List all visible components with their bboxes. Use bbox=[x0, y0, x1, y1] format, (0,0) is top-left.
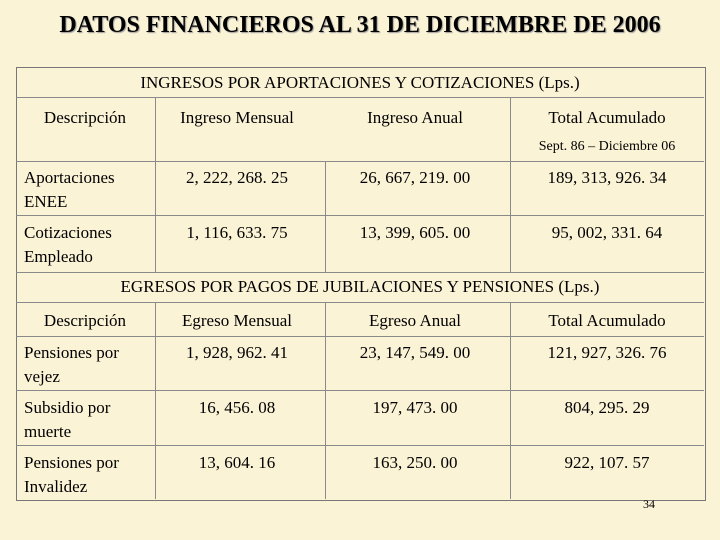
egresos-row-3-total: 922, 107. 57 bbox=[564, 453, 650, 472]
page-number: 34 bbox=[643, 497, 655, 511]
ingresos-row-1-total: 189, 313, 926. 34 bbox=[547, 168, 667, 187]
egresos-row-2-mensual: 16, 456. 08 bbox=[198, 398, 276, 417]
ingresos-row-2-anual: 13, 399, 605. 00 bbox=[359, 223, 471, 242]
egresos-row-1-anual: 23, 147, 549. 00 bbox=[359, 343, 471, 362]
column-separator bbox=[510, 302, 511, 499]
ingresos-heading: INGRESOS POR APORTACIONES Y COTIZACIONES (Lps.) bbox=[140, 73, 580, 92]
ingresos-col-descripcion: Descripción bbox=[43, 108, 127, 127]
ingresos-row-2-desc: Cotizaciones Empleado bbox=[24, 223, 112, 266]
egresos-row-3-anual: 163, 250. 00 bbox=[372, 453, 458, 472]
divider bbox=[16, 97, 704, 98]
divider bbox=[16, 215, 704, 216]
ingresos-row-2-mensual: 1, 116, 633. 75 bbox=[186, 223, 288, 242]
column-separator bbox=[325, 161, 326, 272]
egresos-row-2-total: 804, 295. 29 bbox=[564, 398, 650, 417]
divider bbox=[16, 272, 704, 273]
divider bbox=[16, 302, 704, 303]
divider bbox=[16, 161, 704, 162]
ingresos-col-anual: Ingreso Anual bbox=[367, 108, 463, 127]
divider bbox=[16, 336, 704, 337]
divider bbox=[16, 390, 704, 391]
egresos-row-1-total: 121, 927, 326. 76 bbox=[547, 343, 667, 362]
egresos-row-3-desc: Pensiones por Invalidez bbox=[24, 453, 119, 496]
ingresos-row-1-desc: Aportaciones ENEE bbox=[24, 168, 115, 211]
column-separator bbox=[155, 97, 156, 272]
column-separator bbox=[155, 302, 156, 499]
page-title: DATOS FINANCIEROS AL 31 DE DICIEMBRE DE 2006 bbox=[59, 12, 661, 38]
egresos-row-2-desc: Subsidio por muerte bbox=[24, 398, 111, 441]
ingresos-col-mensual: Ingreso Mensual bbox=[180, 108, 294, 127]
egresos-row-3-mensual: 13, 604. 16 bbox=[198, 453, 276, 472]
divider bbox=[16, 445, 704, 446]
egresos-col-anual: Egreso Anual bbox=[368, 311, 462, 330]
egresos-row-2-anual: 197, 473. 00 bbox=[372, 398, 458, 417]
egresos-row-1-mensual: 1, 928, 962. 41 bbox=[186, 343, 288, 362]
egresos-col-total: Total Acumulado bbox=[548, 311, 666, 330]
egresos-heading: EGRESOS POR PAGOS DE JUBILACIONES Y PENSIONES (Lps.) bbox=[120, 277, 600, 296]
ingresos-col-total: Total Acumulado bbox=[548, 108, 666, 127]
ingresos-row-1-anual: 26, 667, 219. 00 bbox=[359, 168, 471, 187]
period-note: Sept. 86 – Diciembre 06 bbox=[538, 139, 676, 154]
ingresos-row-1-mensual: 2, 222, 268. 25 bbox=[186, 168, 288, 187]
egresos-col-mensual: Egreso Mensual bbox=[181, 311, 292, 330]
ingresos-row-2-total: 95, 002, 331. 64 bbox=[551, 223, 663, 242]
column-separator bbox=[510, 97, 511, 272]
egresos-row-1-desc: Pensiones por vejez bbox=[24, 343, 119, 386]
column-separator bbox=[325, 302, 326, 499]
egresos-col-descripcion: Descripción bbox=[43, 311, 127, 330]
